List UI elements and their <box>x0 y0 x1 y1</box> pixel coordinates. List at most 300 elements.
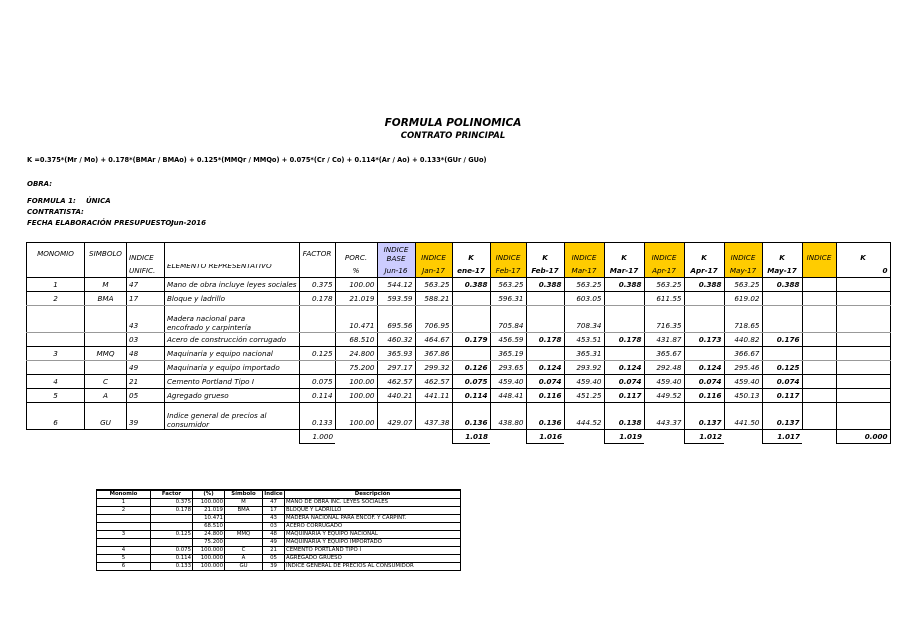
cell-indice: 21 <box>127 375 165 389</box>
sum-indice: 43 <box>263 515 285 523</box>
hdr-indice-base-2: BASE <box>386 253 406 263</box>
cell-mar-k: 0.388 <box>604 278 644 292</box>
hdr-mar17: Mar-17 <box>564 264 604 278</box>
cell-mar-index: 444.52 <box>564 403 604 430</box>
summary-row <box>97 499 461 507</box>
summary-row <box>97 531 461 539</box>
cell-porc: 100.00 <box>335 375 377 389</box>
cell-jan-k <box>452 306 490 333</box>
sum-pct: 100.000 <box>193 499 225 507</box>
hdr-apr17: Apr-17 <box>644 264 684 278</box>
header-row-1 <box>27 243 891 265</box>
cell-elemento: Maquinaria y equipo importado <box>165 361 300 375</box>
hdr-feb17-k: Feb-17 <box>526 264 564 278</box>
sum-desc: MAQUINARIA Y EQUIPO NACIONAL <box>285 531 461 539</box>
cell-may-index: 563.25 <box>724 278 762 292</box>
cell-feb-index: 456.59 <box>490 333 526 347</box>
hdr-may17: May-17 <box>724 264 762 278</box>
cell-apr-index: 365.67 <box>644 347 684 361</box>
cell-feb-k <box>526 292 564 306</box>
cell-factor: 0.375 <box>299 278 335 292</box>
cell-simbolo: GU <box>85 403 127 430</box>
cell-jan-index: 464.67 <box>415 333 452 347</box>
cell-monomio: 6 <box>27 403 85 430</box>
sum-monomio: 4 <box>97 547 151 555</box>
hdr-apr17-k: Apr-17 <box>684 264 724 278</box>
sum-simbolo: BMA <box>225 507 263 515</box>
cell-factor: 0.178 <box>299 292 335 306</box>
sum-pct: 100.000 <box>193 555 225 563</box>
sum-monomio <box>97 515 151 523</box>
cell-jan-index: 299.32 <box>415 361 452 375</box>
summary-row <box>97 539 461 547</box>
sum-simbolo: MMQ <box>225 531 263 539</box>
cell-may-index: 450.13 <box>724 389 762 403</box>
cell-next-index <box>802 361 836 375</box>
cell-factor <box>299 333 335 347</box>
hdr-indice: INDICE <box>127 243 165 265</box>
cell-may-k: 0.117 <box>762 389 802 403</box>
formula-label: FORMULA 1: <box>27 197 76 205</box>
cell-elemento: Bloque y ladrillo <box>165 292 300 306</box>
total-k4: 1.012 <box>684 430 724 444</box>
cell-jan-k: 0.388 <box>452 278 490 292</box>
sum-pct: 24.800 <box>193 531 225 539</box>
sum-pct: 100.000 <box>193 563 225 571</box>
sum-desc: BLOQUE Y LADRILLO <box>285 507 461 515</box>
summary-row <box>97 555 461 563</box>
header-row-2 <box>27 264 891 278</box>
sum-desc: AGREGADO GRUESO <box>285 555 461 563</box>
cell-next-k <box>836 292 890 306</box>
table-row <box>27 292 891 306</box>
cell-mar-k: 0.074 <box>604 375 644 389</box>
hdr-indice-next: INDICE <box>802 243 836 265</box>
cell-porc: 21.019 <box>335 292 377 306</box>
table-row <box>27 361 891 375</box>
cell-jan-index: 367.86 <box>415 347 452 361</box>
cell-mar-k <box>604 347 644 361</box>
cell-feb-k <box>526 306 564 333</box>
cell-may-k: 0.137 <box>762 403 802 430</box>
cell-indice: 48 <box>127 347 165 361</box>
cell-base: 429.07 <box>377 403 415 430</box>
hdr-elemento: ELEMENTO REPRESENTATIVO <box>165 264 300 278</box>
total-k6: 0.000 <box>836 430 890 444</box>
cell-may-k: 0.388 <box>762 278 802 292</box>
cell-jan-index: 706.95 <box>415 306 452 333</box>
hdr-factor: FACTOR <box>299 243 335 265</box>
cell-feb-k: 0.116 <box>526 389 564 403</box>
sum-monomio <box>97 523 151 531</box>
sum-indice: 39 <box>263 563 285 571</box>
cell-porc: 100.00 <box>335 389 377 403</box>
cell-base: 593.59 <box>377 292 415 306</box>
cell-feb-index: 293.65 <box>490 361 526 375</box>
cell-next-index <box>802 333 836 347</box>
cell-may-k: 0.125 <box>762 361 802 375</box>
sum-simbolo: C <box>225 547 263 555</box>
cell-feb-k: 0.178 <box>526 333 564 347</box>
cell-next-index <box>802 292 836 306</box>
cell-mar-index: 453.51 <box>564 333 604 347</box>
cell-monomio: 2 <box>27 292 85 306</box>
cell-may-index: 718.65 <box>724 306 762 333</box>
sum-factor: 0.178 <box>151 507 193 515</box>
cell-may-k <box>762 347 802 361</box>
cell-elemento: Maquinaria y equipo nacional <box>165 347 300 361</box>
cell-mar-k <box>604 306 644 333</box>
sum-factor <box>151 539 193 547</box>
cell-simbolo <box>85 333 127 347</box>
cell-may-index: 440.82 <box>724 333 762 347</box>
hdr-may17-k: May-17 <box>762 264 802 278</box>
cell-base: 462.57 <box>377 375 415 389</box>
cell-mar-k: 0.117 <box>604 389 644 403</box>
cell-mar-k: 0.124 <box>604 361 644 375</box>
cell-feb-k: 0.136 <box>526 403 564 430</box>
sum-monomio: 2 <box>97 507 151 515</box>
cell-porc: 75.200 <box>335 361 377 375</box>
cell-elemento: Acero de construcción corrugado <box>165 333 300 347</box>
hdr-porc: PORC. <box>335 243 377 265</box>
cell-monomio <box>27 361 85 375</box>
cell-may-index: 619.02 <box>724 292 762 306</box>
table-row <box>27 375 891 389</box>
cell-mar-k: 0.138 <box>604 403 644 430</box>
cell-next-k <box>836 278 890 292</box>
sum-factor: 0.125 <box>151 531 193 539</box>
cell-factor <box>299 306 335 333</box>
hdr-indice-apr: INDICE <box>644 243 684 265</box>
table-row <box>27 278 891 292</box>
cell-feb-k <box>526 347 564 361</box>
hdr-ene17: ene-17 <box>452 264 490 278</box>
cell-may-index: 459.40 <box>724 375 762 389</box>
cell-apr-k: 0.124 <box>684 361 724 375</box>
total-k2: 1.016 <box>526 430 564 444</box>
cell-mar-index: 563.25 <box>564 278 604 292</box>
sum-indice: 21 <box>263 547 285 555</box>
hdr-jan17: Jan-17 <box>415 264 452 278</box>
cell-porc: 68.510 <box>335 333 377 347</box>
table-row <box>27 403 891 430</box>
cell-feb-index: 365.19 <box>490 347 526 361</box>
cell-feb-index: 563.25 <box>490 278 526 292</box>
cell-jan-k: 0.126 <box>452 361 490 375</box>
contratista-label: CONTRATISTA: <box>27 208 84 216</box>
cell-elemento: Mano de obra incluye leyes sociales <box>165 278 300 292</box>
cell-mar-k: 0.178 <box>604 333 644 347</box>
cell-monomio: 5 <box>27 389 85 403</box>
sum-factor <box>151 523 193 531</box>
hdr-simbolo: SIMBOLO <box>85 243 127 265</box>
cell-apr-k <box>684 292 724 306</box>
cell-elemento-line2: encofrado y carpintería <box>167 323 252 332</box>
cell-indice: 39 <box>127 403 165 430</box>
cell-monomio: 1 <box>27 278 85 292</box>
sum-desc: INDICE GENERAL DE PRECIOS AL CONSUMIDOR <box>285 563 461 571</box>
hdr-indice-jan: INDICE <box>415 243 452 265</box>
cell-apr-index: 716.35 <box>644 306 684 333</box>
cell-factor <box>299 361 335 375</box>
cell-mar-k <box>604 292 644 306</box>
page-title: FORMULA POLINOMICA <box>384 117 522 129</box>
sum-monomio: 5 <box>97 555 151 563</box>
sum-desc: MAQUINARIA Y EQUIPO IMPORTADO <box>285 539 461 547</box>
cell-simbolo: C <box>85 375 127 389</box>
cell-jan-k: 0.179 <box>452 333 490 347</box>
cell-feb-index: 448.41 <box>490 389 526 403</box>
cell-simbolo: BMA <box>85 292 127 306</box>
sum-pct: 100.000 <box>193 547 225 555</box>
cell-apr-index: 449.52 <box>644 389 684 403</box>
summary-row <box>97 515 461 523</box>
sum-desc: CEMENTO PORTLAND TIPO I <box>285 547 461 555</box>
cell-base: 440.21 <box>377 389 415 403</box>
sum-indice: 05 <box>263 555 285 563</box>
cell-next-k <box>836 361 890 375</box>
summary-row <box>97 523 461 531</box>
cell-simbolo: M <box>85 278 127 292</box>
table-row <box>27 333 891 347</box>
cell-indice: 17 <box>127 292 165 306</box>
cell-may-k <box>762 306 802 333</box>
hdr-k-may: K <box>762 243 802 265</box>
cell-monomio: 4 <box>27 375 85 389</box>
table-row <box>27 306 891 333</box>
cell-apr-index: 431.87 <box>644 333 684 347</box>
cell-may-index: 441.50 <box>724 403 762 430</box>
cell-next-k <box>836 403 890 430</box>
hdr-zero: 0 <box>836 264 890 278</box>
obra-label: OBRA: <box>27 180 53 188</box>
cell-elemento-line1: Indice general de precios al <box>167 411 267 420</box>
cell-jan-index: 441.11 <box>415 389 452 403</box>
cell-mar-index: 603.05 <box>564 292 604 306</box>
cell-feb-index: 438.80 <box>490 403 526 430</box>
summary-row <box>97 507 461 515</box>
cell-simbolo <box>85 361 127 375</box>
cell-apr-k: 0.388 <box>684 278 724 292</box>
cell-may-k: 0.176 <box>762 333 802 347</box>
cell-jan-index: 462.57 <box>415 375 452 389</box>
hdr-unific: UNIFIC. <box>127 264 165 278</box>
cell-apr-index: 443.37 <box>644 403 684 430</box>
cell-jan-k: 0.136 <box>452 403 490 430</box>
sum-factor: 0.375 <box>151 499 193 507</box>
page-subtitle: CONTRATO PRINCIPAL <box>400 131 506 141</box>
cell-feb-index: 705.84 <box>490 306 526 333</box>
cell-elemento: Cemento Portland Tipo I <box>165 375 300 389</box>
sum-hdr-factor: Factor <box>151 490 193 499</box>
formula-table <box>26 242 891 444</box>
cell-next-index <box>802 306 836 333</box>
cell-next-index <box>802 389 836 403</box>
hdr-indice-may: INDICE <box>724 243 762 265</box>
sum-indice: 49 <box>263 539 285 547</box>
fecha-label: FECHA ELABORACIÓN PRESUPUESTO: <box>27 219 175 227</box>
total-factor: 1.000 <box>299 430 335 444</box>
cell-apr-index: 563.25 <box>644 278 684 292</box>
totals-row <box>27 430 891 444</box>
sum-simbolo: M <box>225 499 263 507</box>
sum-desc: ACERO CORRUGADO <box>285 523 461 531</box>
cell-next-index <box>802 347 836 361</box>
cell-next-k <box>836 333 890 347</box>
hdr-pct: % <box>335 264 377 278</box>
cell-factor: 0.125 <box>299 347 335 361</box>
sum-simbolo <box>225 539 263 547</box>
sum-indice: 17 <box>263 507 285 515</box>
cell-next-k <box>836 306 890 333</box>
sum-simbolo: GU <box>225 563 263 571</box>
cell-factor: 0.075 <box>299 375 335 389</box>
sum-indice: 47 <box>263 499 285 507</box>
sum-indice: 48 <box>263 531 285 539</box>
total-k1: 1.018 <box>452 430 490 444</box>
sum-hdr-indice: Indice <box>264 491 283 497</box>
sum-monomio: 3 <box>97 531 151 539</box>
total-k3: 1.019 <box>604 430 644 444</box>
cell-feb-k: 0.124 <box>526 361 564 375</box>
cell-mar-index: 708.34 <box>564 306 604 333</box>
cell-feb-k: 0.074 <box>526 375 564 389</box>
cell-jan-k: 0.114 <box>452 389 490 403</box>
sum-simbolo <box>225 523 263 531</box>
hdr-jun16: Jun-16 <box>377 264 415 278</box>
cell-feb-index: 459.40 <box>490 375 526 389</box>
sum-simbolo: A <box>225 555 263 563</box>
cell-feb-k: 0.388 <box>526 278 564 292</box>
cell-next-k <box>836 375 890 389</box>
cell-base: 695.56 <box>377 306 415 333</box>
cell-base: 365.93 <box>377 347 415 361</box>
cell-porc: 100.00 <box>335 403 377 430</box>
cell-elemento-line2: consumidor <box>167 420 210 429</box>
cell-apr-k: 0.173 <box>684 333 724 347</box>
hdr-indice-base-1: INDICE <box>383 244 409 254</box>
cell-factor: 0.133 <box>299 403 335 430</box>
cell-mar-index: 365.31 <box>564 347 604 361</box>
sum-monomio <box>97 539 151 547</box>
sum-factor: 0.075 <box>151 547 193 555</box>
cell-next-index <box>802 403 836 430</box>
sum-pct: 21.019 <box>193 507 225 515</box>
cell-apr-k <box>684 306 724 333</box>
sum-desc: MADERA NACIONAL PARA ENCOF. Y CARPINT. <box>285 515 461 523</box>
cell-porc: 100.00 <box>335 278 377 292</box>
cell-simbolo: A <box>85 389 127 403</box>
cell-mar-index: 293.92 <box>564 361 604 375</box>
sum-desc: MANO DE OBRA INC. LEYES SOCIALES <box>285 499 461 507</box>
formula-value: ÚNICA <box>86 197 111 205</box>
sum-hdr-pct: (%) <box>193 490 225 499</box>
cell-porc: 10.471 <box>335 306 377 333</box>
sum-pct: 75.200 <box>193 539 225 547</box>
cell-may-k <box>762 292 802 306</box>
summary-row <box>97 563 461 571</box>
summary-header <box>97 490 461 499</box>
cell-jan-index: 588.21 <box>415 292 452 306</box>
sum-simbolo <box>225 515 263 523</box>
hdr-k-jan: K <box>452 243 490 265</box>
hdr-indice-base <box>377 243 415 265</box>
hdr-indice-mar: INDICE <box>564 243 604 265</box>
cell-mar-index: 451.25 <box>564 389 604 403</box>
cell-simbolo: MMQ <box>85 347 127 361</box>
table-row <box>27 389 891 403</box>
cell-factor: 0.114 <box>299 389 335 403</box>
cell-monomio: 3 <box>27 347 85 361</box>
sum-pct: 10.471 <box>193 515 225 523</box>
cell-indice: 49 <box>127 361 165 375</box>
total-k5: 1.017 <box>762 430 802 444</box>
hdr-k-next: K <box>836 243 890 265</box>
cell-next-index <box>802 278 836 292</box>
hdr-monomio: MONOMIO <box>27 243 85 265</box>
hdr-k-mar: K <box>604 243 644 265</box>
cell-indice: 05 <box>127 389 165 403</box>
hdr-k-feb: K <box>526 243 564 265</box>
cell-monomio <box>27 333 85 347</box>
sum-hdr-simbolo: Símbolo <box>225 490 263 499</box>
cell-indice: 03 <box>127 333 165 347</box>
cell-elemento <box>165 403 300 430</box>
cell-feb-index: 596.31 <box>490 292 526 306</box>
cell-monomio <box>27 306 85 333</box>
cell-jan-k <box>452 292 490 306</box>
cell-base: 544.12 <box>377 278 415 292</box>
fecha-value: Jun-2016 <box>171 219 206 227</box>
cell-indice: 47 <box>127 278 165 292</box>
cell-elemento <box>165 306 300 333</box>
cell-apr-k <box>684 347 724 361</box>
table-row <box>27 347 891 361</box>
sum-indice: 03 <box>263 523 285 531</box>
summary-row <box>97 547 461 555</box>
hdr-indice-feb: INDICE <box>490 243 526 265</box>
cell-apr-index: 459.40 <box>644 375 684 389</box>
cell-jan-index: 437.38 <box>415 403 452 430</box>
cell-porc: 24.800 <box>335 347 377 361</box>
hdr-feb17: Feb-17 <box>490 264 526 278</box>
cell-simbolo <box>85 306 127 333</box>
cell-may-k: 0.074 <box>762 375 802 389</box>
cell-next-k <box>836 389 890 403</box>
cell-apr-index: 611.55 <box>644 292 684 306</box>
summary-table <box>96 489 461 571</box>
cell-apr-k: 0.074 <box>684 375 724 389</box>
cell-next-index <box>802 375 836 389</box>
polynomial-formula: K =0.375*(Mr / Mo) + 0.178*(BMAr / BMAo) + 0.125*(MMQr / MMQo) + 0.075*(Cr / Co) + 0.114*(Ar / Ao) + 0.133*(GUr / GUo) <box>27 156 487 164</box>
hdr-mar17-k: Mar-17 <box>604 264 644 278</box>
cell-apr-index: 292.48 <box>644 361 684 375</box>
cell-jan-index: 563.25 <box>415 278 452 292</box>
cell-elemento: Agregado grueso <box>165 389 300 403</box>
sum-monomio: 1 <box>97 499 151 507</box>
sum-factor: 0.114 <box>151 555 193 563</box>
cell-indice: 43 <box>127 306 165 333</box>
cell-apr-k: 0.116 <box>684 389 724 403</box>
sum-factor: 0.133 <box>151 563 193 571</box>
cell-base: 460.32 <box>377 333 415 347</box>
cell-may-index: 295.46 <box>724 361 762 375</box>
cell-mar-index: 459.40 <box>564 375 604 389</box>
cell-base: 297.17 <box>377 361 415 375</box>
sum-hdr-monomio: Monomio <box>97 490 151 499</box>
cell-jan-k: 0.075 <box>452 375 490 389</box>
